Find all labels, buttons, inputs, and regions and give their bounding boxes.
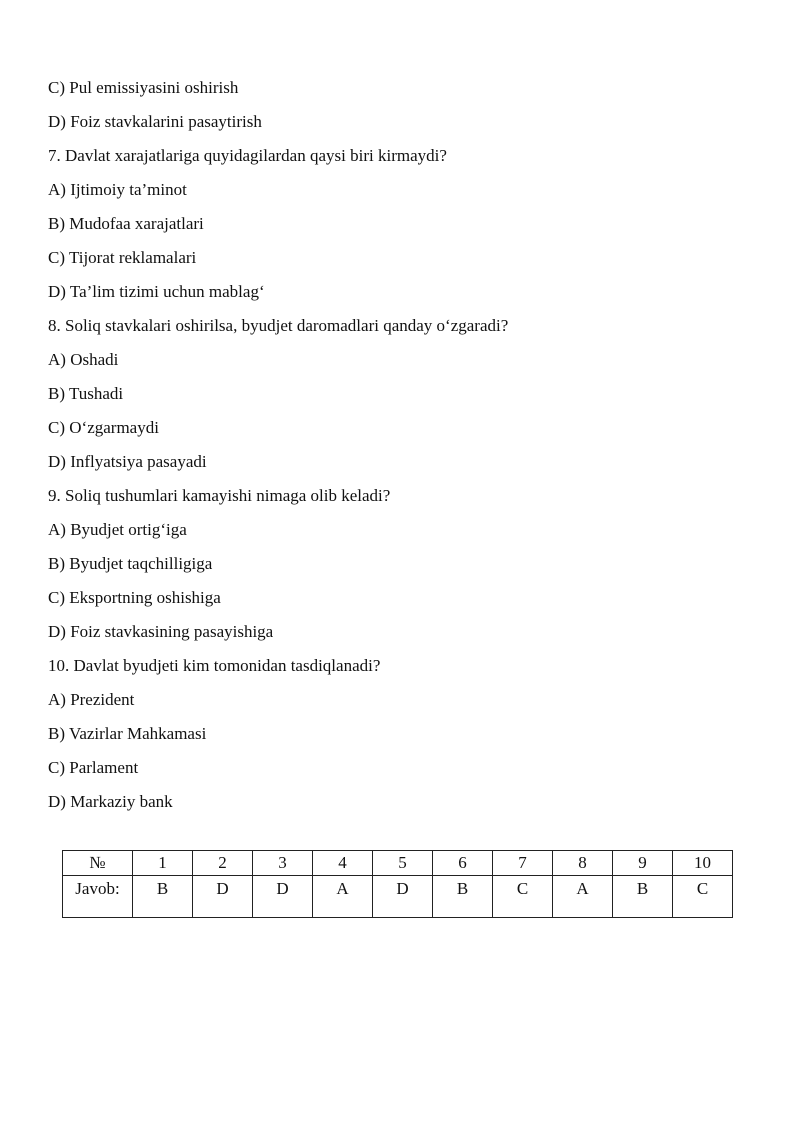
answer-cell: C <box>673 876 733 918</box>
question-number-cell: 10 <box>673 851 733 876</box>
question-number-cell: 6 <box>433 851 493 876</box>
option-line: C) Parlament <box>48 758 139 777</box>
option-line: D) Inflyatsiya pasayadi <box>48 452 207 471</box>
option-line: B) Mudofaa xarajatlari <box>48 214 204 233</box>
question-number-cell: 7 <box>493 851 553 876</box>
question-number-cell: 2 <box>193 851 253 876</box>
answer-label-cell: Javob: <box>63 876 133 918</box>
answer-cell: B <box>433 876 493 918</box>
answer-cell: B <box>613 876 673 918</box>
option-line: B) Tushadi <box>48 384 124 403</box>
option-line: C) Pul emissiyasini oshirish <box>48 78 239 97</box>
option-line: B) Byudjet taqchilligiga <box>48 554 213 573</box>
question-line: 7. Davlat xarajatlariga quyidagilardan qaysi biri kirmaydi? <box>48 146 447 165</box>
answer-cell: D <box>253 876 313 918</box>
question-list <box>48 76 768 824</box>
table-header-row <box>63 851 733 876</box>
question-number-cell: 5 <box>373 851 433 876</box>
option-line: B) Vazirlar Mahkamasi <box>48 724 207 743</box>
answer-cell: D <box>373 876 433 918</box>
option-line: A) Byudjet ortig‘iga <box>48 520 187 539</box>
option-line: C) O‘zgarmaydi <box>48 418 159 437</box>
question-number-cell: 4 <box>313 851 373 876</box>
option-line: D) Markaziy bank <box>48 792 173 811</box>
option-line: C) Eksportning oshishiga <box>48 588 221 607</box>
option-line: C) Tijorat reklamalari <box>48 248 197 267</box>
question-number-cell: 8 <box>553 851 613 876</box>
option-line: A) Ijtimoiy ta’minot <box>48 180 187 199</box>
table-answer-row <box>63 876 733 918</box>
number-header-cell: № <box>63 851 133 876</box>
answer-cell: A <box>313 876 373 918</box>
answer-key-table <box>62 850 733 918</box>
option-line: A) Prezident <box>48 690 135 709</box>
question-line: 8. Soliq stavkalari oshirilsa, byudjet daromadlari qanday o‘zgaradi? <box>48 316 509 335</box>
question-line: 10. Davlat byudjeti kim tomonidan tasdiqlanadi? <box>48 656 381 675</box>
answer-cell: B <box>133 876 193 918</box>
answer-cell: A <box>553 876 613 918</box>
option-line: A) Oshadi <box>48 350 119 369</box>
question-number-cell: 1 <box>133 851 193 876</box>
answer-cell: C <box>493 876 553 918</box>
answer-cell: D <box>193 876 253 918</box>
option-line: D) Foiz stavkalarini pasaytirish <box>48 112 262 131</box>
option-line: D) Ta’lim tizimi uchun mablag‘ <box>48 282 265 301</box>
question-line: 9. Soliq tushumlari kamayishi nimaga olib keladi? <box>48 486 391 505</box>
question-number-cell: 9 <box>613 851 673 876</box>
question-number-cell: 3 <box>253 851 313 876</box>
option-line: D) Foiz stavkasining pasayishiga <box>48 622 274 641</box>
